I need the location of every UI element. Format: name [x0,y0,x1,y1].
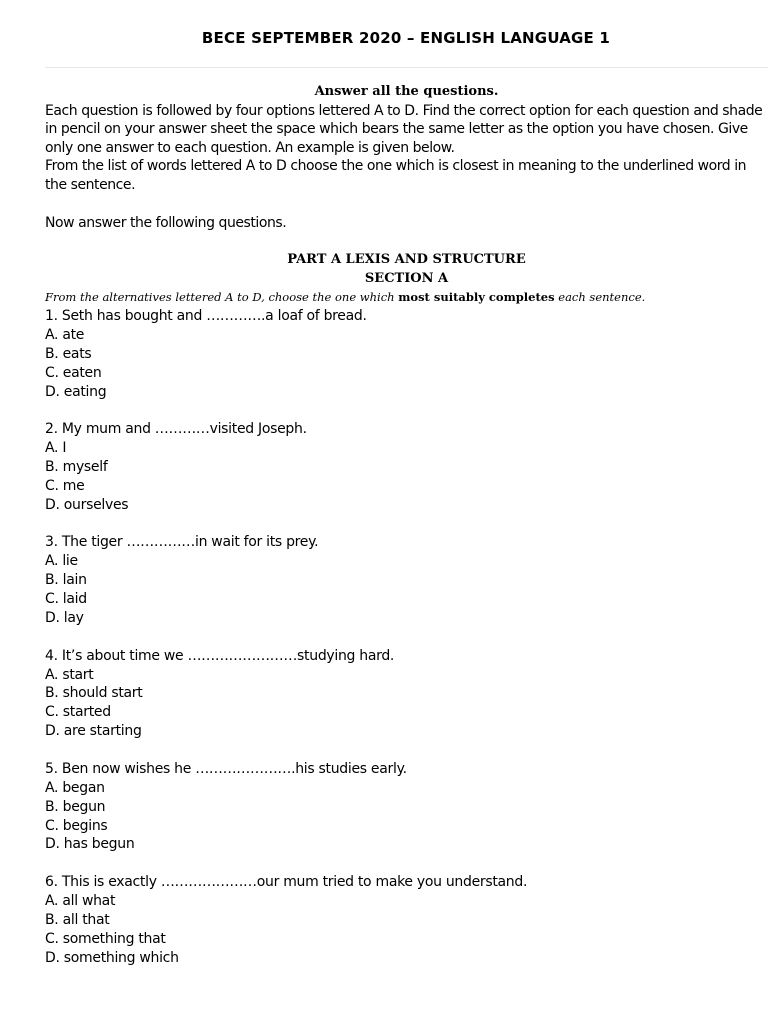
instructions-paragraph-2: From the list of words lettered A to D choose the one which is closest in meaning to the underlined word in the sentence. [45,158,747,193]
question-list [45,307,768,968]
answer-option: B. lain [45,572,87,589]
question-2 [45,420,768,515]
answer-option: D. something which [45,949,179,966]
answer-option: D. has begun [45,836,135,853]
question-stem: 5. Ben now wishes he ………………….his studies early. [45,760,407,777]
answer-option: A. all what [45,892,116,909]
question-3 [45,533,768,628]
answer-option: A. lie [45,553,78,570]
answer-option: D. ourselves [45,496,129,513]
question-stem: 2. My mum and …………visited Joseph. [45,421,307,438]
answer-option: B. myself [45,458,108,475]
question-stem: 1. Seth has bought and ………….a loaf of bread. [45,307,367,324]
question-stem: 3. The tiger ……………in wait for its prey. [45,534,319,551]
answer-option: A. began [45,779,105,796]
title-divider [45,67,768,68]
question-6 [45,873,768,968]
answer-option: C. laid [45,591,87,608]
document-title: BECE SEPTEMBER 2020 – ENGLISH LANGUAGE 1 [201,29,611,47]
answer-option: D. lay [45,610,84,626]
answer-option: C. started [45,704,111,721]
instructions-heading: Answer all the questions. [314,84,499,99]
answer-option: A. I [45,440,67,457]
section-directive [45,288,768,307]
answer-option: C. eaten [45,364,102,381]
question-stem: 6. This is exactly …………………our mum tried to make you understand. [45,874,528,891]
instructions-paragraph-1: Each question is followed by four options lettered A to D. Find the correct option for each question and shade in pencil on your answer sheet the space which bears the same letter as the option you have chosen. Give only one answer to each question. An example is given below. [45,102,763,156]
part-title: PART A LEXIS AND STRUCTURE [287,252,526,268]
answer-option: B. should start [45,685,143,702]
directive-post: each sentence. [554,290,646,305]
question-4 [45,647,768,742]
section-title: SECTION A [364,270,449,286]
directive-bold: most suitably completes [398,290,555,305]
question-stem: 4. It’s about time we ……………………studying hard. [45,647,395,664]
answer-option: A. ate [45,326,85,343]
answer-option: C. begins [45,817,108,834]
document-body [45,83,768,986]
answer-option: B. begun [45,798,106,815]
answer-option: D. eating [45,383,107,400]
directive-pre: From the alternatives lettered A to D, choose the one which [45,290,399,305]
answer-option: B. eats [45,345,92,362]
answer-option: C. something that [45,930,166,947]
answer-option: D. are starting [45,723,142,740]
question-1 [45,307,768,402]
question-5 [45,760,768,855]
now-answer-line: Now answer the following questions. [45,214,287,231]
answer-option: B. all that [45,911,110,928]
answer-option: C. me [45,477,85,494]
answer-option: A. start [45,666,94,683]
